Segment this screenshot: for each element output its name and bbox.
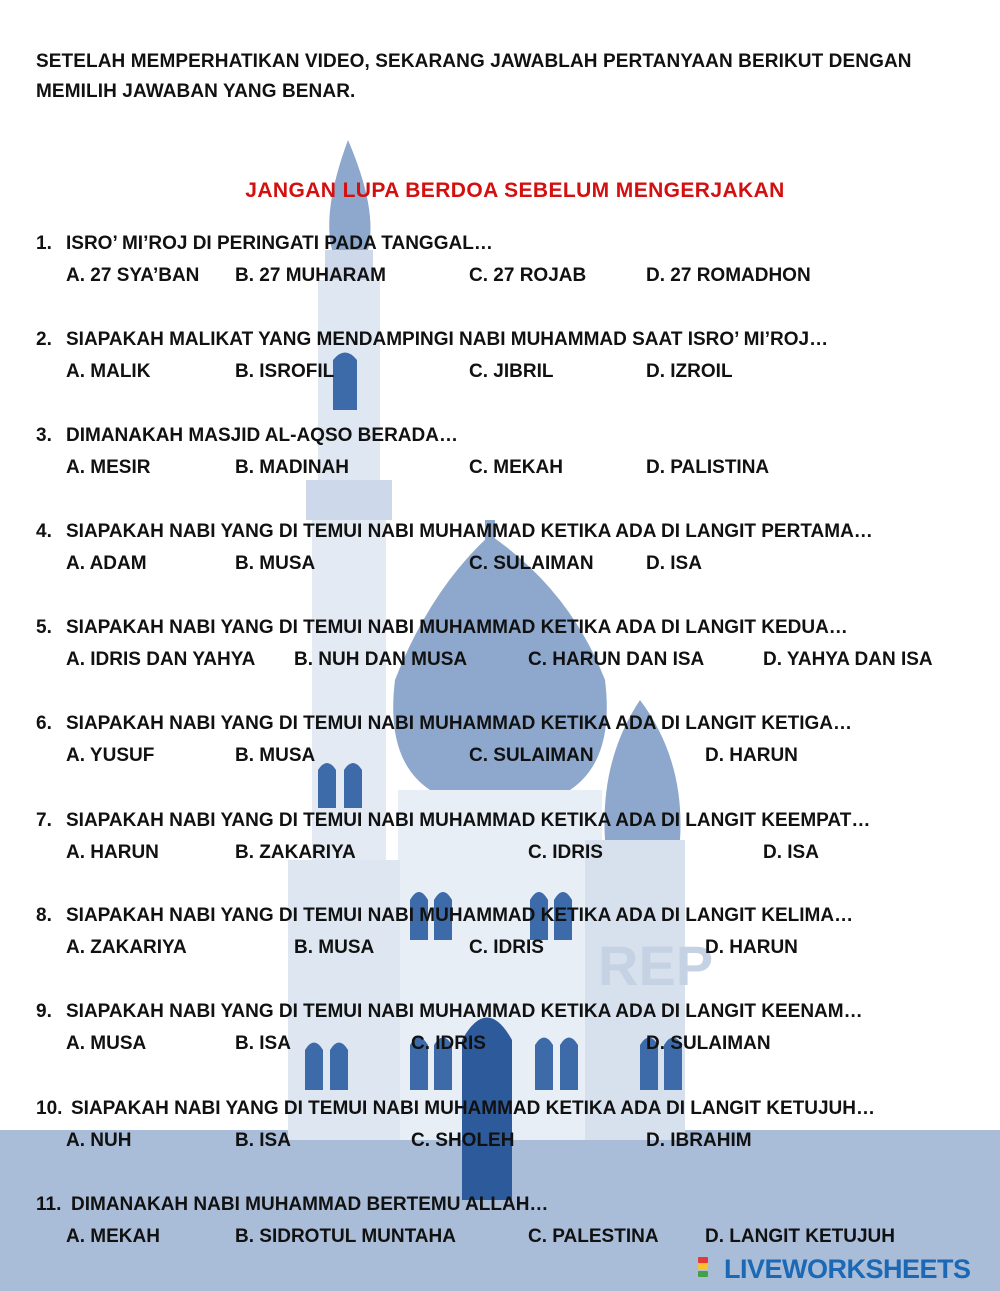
option-b[interactable]: B. MUSA [235, 553, 316, 574]
question-text: SIAPAKAH NABI YANG DI TEMUI NABI MUHAMMAD KETIKA ADA DI LANGIT KEDUA… [66, 617, 848, 638]
question-8 [0, 905, 1000, 975]
question-number: 9. [36, 1001, 52, 1022]
liveworksheets-logo[interactable] [698, 1254, 998, 1288]
option-d[interactable]: D. YAHYA DAN ISA [763, 649, 933, 670]
option-b[interactable]: B. MUSA [294, 937, 375, 958]
option-a[interactable]: A. MUSA [66, 1033, 147, 1054]
option-a[interactable]: A. MEKAH [66, 1226, 160, 1247]
question-5 [0, 617, 1000, 687]
option-c[interactable]: C. SULAIMAN [469, 553, 594, 574]
option-a[interactable]: A. ZAKARIYA [66, 937, 187, 958]
question-text: SIAPAKAH NABI YANG DI TEMUI NABI MUHAMMAD KETIKA ADA DI LANGIT PERTAMA… [66, 521, 873, 542]
instruction-text: SETELAH MEMPERHATIKAN VIDEO, SEKARANG JAWABLAH PERTANYAAN BERIKUT DENGAN MEMILIH JAWABAN YANG BENAR. [36, 51, 912, 102]
option-b[interactable]: B. MUSA [235, 745, 316, 766]
question-number: 4. [36, 521, 52, 542]
option-d[interactable]: D. ISA [763, 842, 819, 863]
option-a[interactable]: A. NUH [66, 1130, 132, 1151]
option-a[interactable]: A. MESIR [66, 457, 151, 478]
question-text: SIAPAKAH NABI YANG DI TEMUI NABI MUHAMMAD KETIKA ADA DI LANGIT KETIGA… [66, 713, 853, 734]
question-2 [0, 329, 1000, 399]
option-b[interactable]: B. MADINAH [235, 457, 349, 478]
question-number: 8. [36, 905, 52, 926]
question-text: ISRO’ MI’ROJ DI PERINGATI PADA TANGGAL… [66, 233, 493, 254]
option-d[interactable]: D. PALISTINA [646, 457, 770, 478]
option-d[interactable]: D. IZROIL [646, 361, 733, 382]
question-9 [0, 1001, 1000, 1071]
option-b[interactable]: B. NUH DAN MUSA [294, 649, 468, 670]
option-c[interactable]: C. JIBRIL [469, 361, 554, 382]
option-c[interactable]: C. IDRIS [469, 937, 544, 958]
option-c[interactable]: C. MEKAH [469, 457, 563, 478]
option-a[interactable]: A. HARUN [66, 842, 159, 863]
question-number: 2. [36, 329, 52, 350]
option-c[interactable]: C. SHOLEH [411, 1130, 515, 1151]
svg-text:REP: REP [598, 934, 714, 997]
option-d[interactable]: D. HARUN [705, 745, 798, 766]
option-a[interactable]: A. YUSUF [66, 745, 155, 766]
question-7 [0, 810, 1000, 880]
option-d[interactable]: D. IBRAHIM [646, 1130, 752, 1151]
prayer-reminder: JANGAN LUPA BERDOA SEBELUM MENGERJAKAN [245, 179, 785, 202]
option-b[interactable]: B. ZAKARIYA [235, 842, 356, 863]
question-number: 6. [36, 713, 52, 734]
question-4 [0, 521, 1000, 591]
liveworksheets-brand: LIVEWORKSHEETS [724, 1254, 971, 1284]
question-text: SIAPAKAH NABI YANG DI TEMUI NABI MUHAMMAD KETIKA ADA DI LANGIT KEEMPAT… [66, 810, 871, 831]
question-3 [0, 425, 1000, 495]
question-text: SIAPAKAH NABI YANG DI TEMUI NABI MUHAMMAD KETIKA ADA DI LANGIT KELIMA… [66, 905, 854, 926]
question-number: 1. [36, 233, 52, 254]
option-a[interactable]: A. 27 SYA’BAN [66, 265, 200, 286]
question-text: DIMANAKAH NABI MUHAMMAD BERTEMU ALLAH… [71, 1194, 549, 1215]
question-number: 3. [36, 425, 52, 446]
question-number: 7. [36, 810, 52, 831]
option-c[interactable]: C. SULAIMAN [469, 745, 594, 766]
option-a[interactable]: A. MALIK [66, 361, 151, 382]
question-number: 5. [36, 617, 52, 638]
question-6 [0, 713, 1000, 783]
liveworksheets-icon [698, 1256, 722, 1284]
option-b[interactable]: B. ISA [235, 1130, 291, 1151]
option-a[interactable]: A. IDRIS DAN YAHYA [66, 649, 256, 670]
question-number: 11. [36, 1194, 62, 1215]
option-d[interactable]: D. HARUN [705, 937, 798, 958]
option-c[interactable]: C. IDRIS [528, 842, 603, 863]
question-10 [0, 1098, 1000, 1168]
question-1 [0, 233, 1000, 303]
question-text: DIMANAKAH MASJID AL-AQSO BERADA… [66, 425, 458, 446]
question-text: SIAPAKAH MALIKAT YANG MENDAMPINGI NABI MUHAMMAD SAAT ISRO’ MI’ROJ… [66, 329, 829, 350]
option-d[interactable]: D. ISA [646, 553, 702, 574]
option-b[interactable]: B. ISROFIL [235, 361, 335, 382]
option-c[interactable]: C. IDRIS [411, 1033, 486, 1054]
option-c[interactable]: C. HARUN DAN ISA [528, 649, 705, 670]
option-b[interactable]: B. ISA [235, 1033, 291, 1054]
option-d[interactable]: D. 27 ROMADHON [646, 265, 811, 286]
question-number: 10. [36, 1098, 63, 1119]
option-d[interactable]: D. LANGIT KETUJUH [705, 1226, 895, 1247]
question-text: SIAPAKAH NABI YANG DI TEMUI NABI MUHAMMAD KETIKA ADA DI LANGIT KEENAM… [66, 1001, 863, 1022]
question-text: SIAPAKAH NABI YANG DI TEMUI NABI MUHAMMAD KETIKA ADA DI LANGIT KETUJUH… [71, 1098, 875, 1119]
option-b[interactable]: B. SIDROTUL MUNTAHA [235, 1226, 456, 1247]
option-b[interactable]: B. 27 MUHARAM [235, 265, 386, 286]
option-c[interactable]: C. PALESTINA [528, 1226, 659, 1247]
option-a[interactable]: A. ADAM [66, 553, 147, 574]
option-d[interactable]: D. SULAIMAN [646, 1033, 771, 1054]
option-c[interactable]: C. 27 ROJAB [469, 265, 587, 286]
